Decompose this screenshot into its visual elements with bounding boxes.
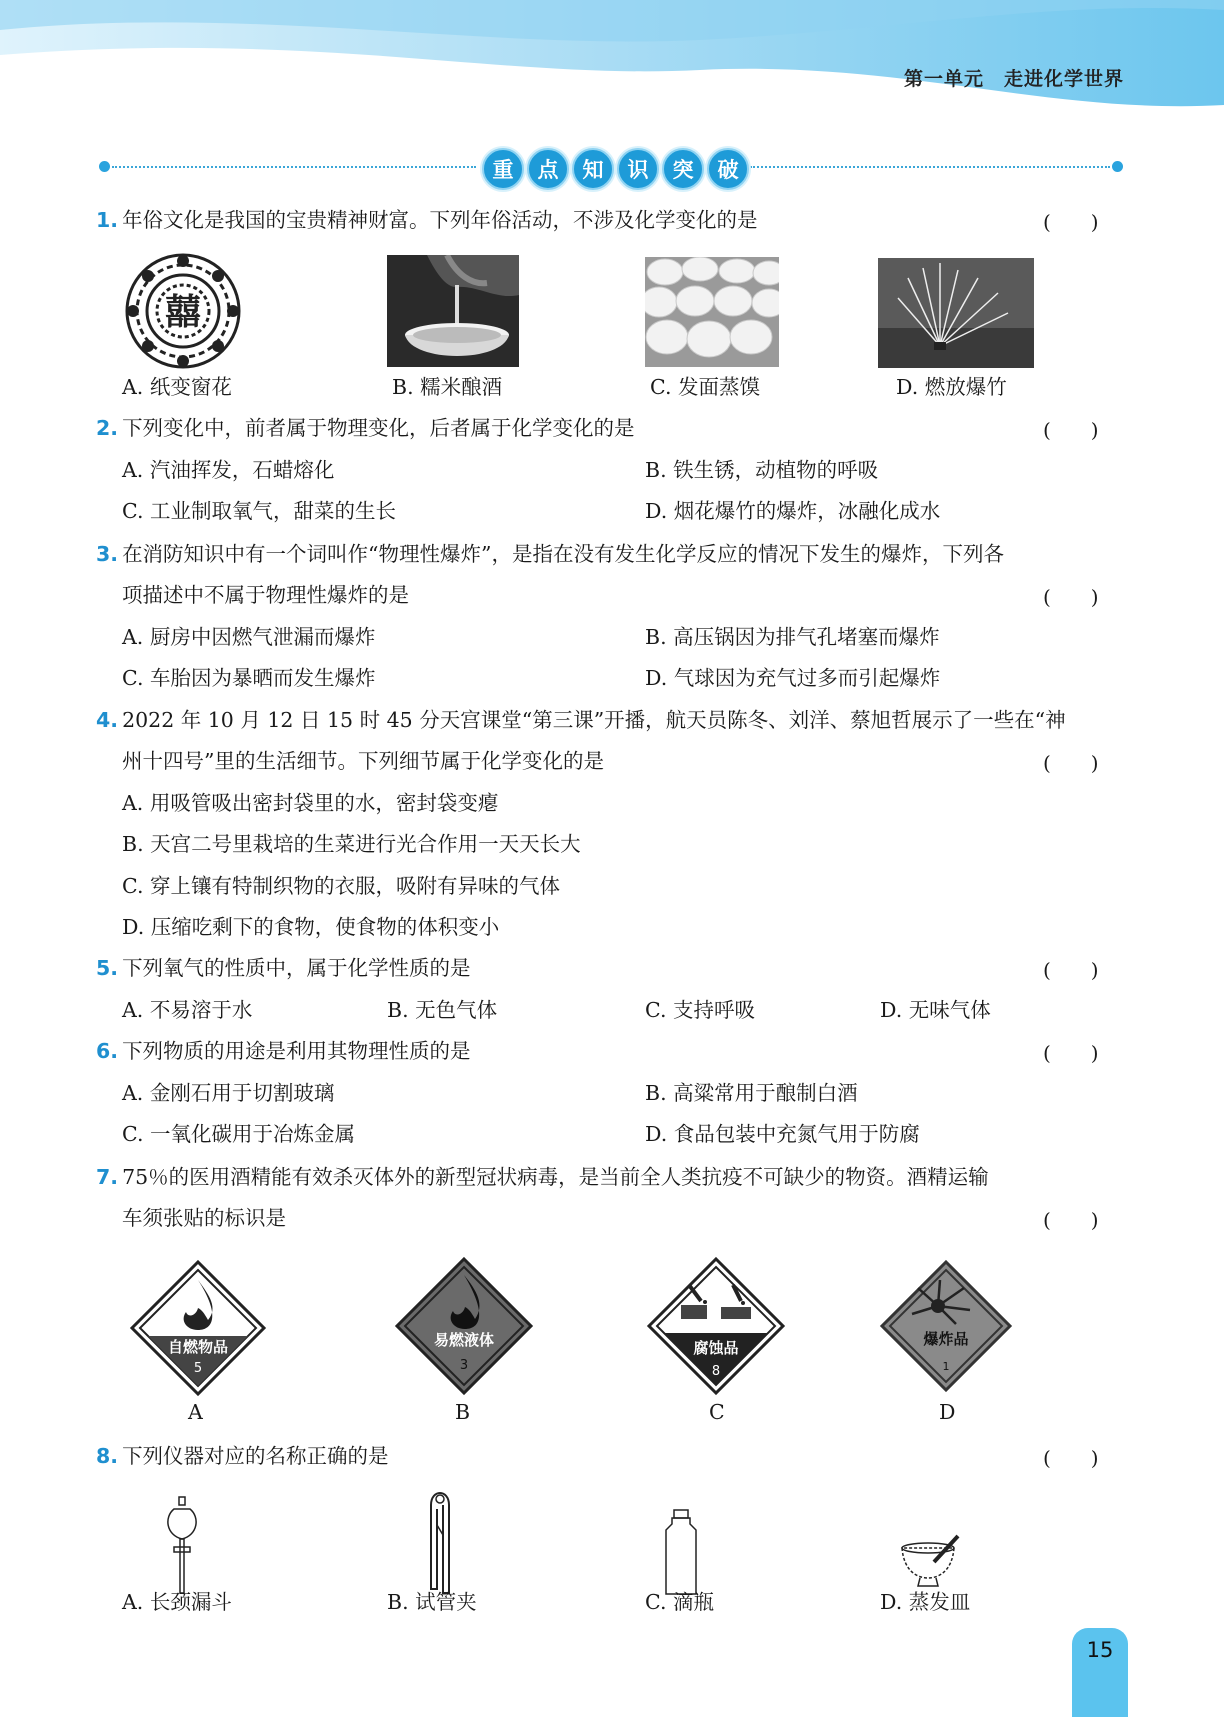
q4-option-c: C. 穿上镶有特制织物的衣服，吸附有异味的气体 [122,874,560,898]
q2-option-b: B. 铁生锈，动植物的呼吸 [645,458,879,482]
answer-paren: ( ) [1043,585,1099,609]
badge-char: 突 [662,148,704,190]
page-number-tab [1072,1628,1128,1717]
q4-option-a: A. 用吸管吸出密封袋里的水，密封袋变瘪 [122,791,499,815]
question-3-line2: 项描述中不属于物理性爆炸的是 [122,583,409,607]
unit-title: 第一单元 走进化学世界 [903,68,1124,90]
q3-option-a: A. 厨房中因燃气泄漏而爆炸 [122,625,376,649]
q4-option-d: D. 压缩吃剩下的食物，使食物的体积变小 [122,915,500,939]
q5-option-c: C. 支持呼吸 [645,998,755,1022]
q6-option-c: C. 一氧化碳用于冶炼金属 [122,1122,355,1146]
rice-wine-image [387,255,519,367]
sign-caption-a: A [188,1400,203,1424]
question-1: 1. 年俗文化是我国的宝贵精神财富。下列年俗活动，不涉及化学变化的是 [96,208,758,232]
hazard-sign-explosive [878,1258,1014,1394]
sign-label: 自燃物品 [167,1338,229,1356]
question-4-line1: 4. 2022 年 10 月 12 日 15 时 45 分天宫课堂“第三课”开播，航天员陈冬、刘洋、蔡旭哲展示了一些在“神 [96,708,1066,732]
question-5: 5. 下列氧气的性质中，属于化学性质的是 [96,956,471,980]
q8-option-c: C. 滴瓶 [645,1590,714,1614]
section-line-right [750,166,1110,168]
answer-paren: ( ) [1043,210,1099,234]
section-dot-left [99,161,110,172]
sign-number: 1 [942,1360,950,1373]
badge-char: 点 [527,148,569,190]
q2-option-d: D. 烟花爆竹的爆炸，冰融化成水 [645,499,941,523]
separatory-funnel-image [162,1495,202,1595]
q2-option-c: C. 工业制取氧气，甜菜的生长 [122,499,396,523]
sign-number: 3 [459,1358,469,1373]
crucible-tongs-image [423,1485,457,1599]
paper-cut-image [122,253,244,369]
answer-paren: ( ) [1043,1041,1099,1065]
sign-number: 8 [711,1364,721,1379]
q1-option-c: C. 发面蒸馍 [650,375,760,399]
q1-option-a: A. 纸变窗花 [122,375,232,399]
question-6: 6. 下列物质的用途是利用其物理性质的是 [96,1039,471,1063]
hazard-sign-spontaneous-combustion [128,1258,268,1398]
q2-option-a: A. 汽油挥发，石蜡熔化 [122,458,335,482]
question-7-line2: 车须张贴的标识是 [122,1206,286,1230]
question-2: 2. 下列变化中，前者属于物理变化，后者属于化学变化的是 [96,416,635,440]
q1-option-d: D. 燃放爆竹 [896,375,1007,399]
sign-caption-d: D [939,1400,956,1424]
hazard-sign-flammable-liquid [393,1255,535,1397]
sign-label: 易燃液体 [433,1331,495,1349]
answer-paren: ( ) [1043,418,1099,442]
q8-option-d: D. 蒸发皿 [880,1590,971,1614]
mortar-pestle-image [898,1532,960,1588]
answer-paren: ( ) [1043,1208,1099,1232]
bottle-image [662,1508,700,1596]
paper-cut-emblem: 囍 [164,292,202,333]
answer-paren: ( ) [1043,958,1099,982]
q3-option-d: D. 气球因为充气过多而引起爆炸 [645,666,941,690]
hazard-sign-corrosive [645,1255,787,1397]
q3-option-b: B. 高压锅因为排气孔堵塞而爆炸 [645,625,940,649]
badge-char: 识 [617,148,659,190]
section-line-left [112,166,476,168]
q5-option-b: B. 无色气体 [387,998,498,1022]
question-7-line1: 7. 75％的医用酒精能有效杀灭体外的新型冠状病毒，是当前全人类抗疫不可缺少的物资。酒精运输 [96,1165,989,1189]
q3-option-c: C. 车胎因为暴晒而发生爆炸 [122,666,376,690]
q5-option-a: A. 不易溶于水 [122,998,253,1022]
sign-label: 爆炸品 [923,1330,969,1348]
q4-option-b: B. 天宫二号里栽培的生菜进行光合作用一天天长大 [122,832,581,856]
q5-option-d: D. 无味气体 [880,998,991,1022]
q6-option-a: A. 金刚石用于切割玻璃 [122,1081,335,1105]
sign-caption-b: B [455,1400,471,1424]
badge-char: 知 [572,148,614,190]
sign-number: 5 [193,1361,203,1376]
steamed-buns-image [645,257,779,367]
q1-option-b: B. 糯米酿酒 [392,375,503,399]
q6-option-b: B. 高粱常用于酿制白酒 [645,1081,858,1105]
page-number: 15 [1086,1638,1114,1662]
question-4-line2: 州十四号”里的生活细节。下列细节属于化学变化的是 [122,749,604,773]
header-wave [0,0,1224,120]
question-8: 8. 下列仪器对应的名称正确的是 [96,1444,389,1468]
firecracker-image [878,258,1034,368]
sign-caption-c: C [709,1400,725,1424]
sign-label: 腐蚀品 [693,1339,739,1357]
question-3-line1: 3. 在消防知识中有一个词叫作“物理性爆炸”，是指在没有发生化学反应的情况下发生的爆炸，下列各 [96,542,1005,566]
q8-option-b: B. 试管夹 [387,1590,477,1614]
section-dot-right [1112,161,1123,172]
q6-option-d: D. 食品包装中充氮气用于防腐 [645,1122,920,1146]
badge-char: 破 [707,148,749,190]
q8-option-a: A. 长颈漏斗 [122,1590,232,1614]
answer-paren: ( ) [1043,1446,1099,1470]
section-badge [482,148,749,190]
badge-char: 重 [482,148,524,190]
answer-paren: ( ) [1043,751,1099,775]
